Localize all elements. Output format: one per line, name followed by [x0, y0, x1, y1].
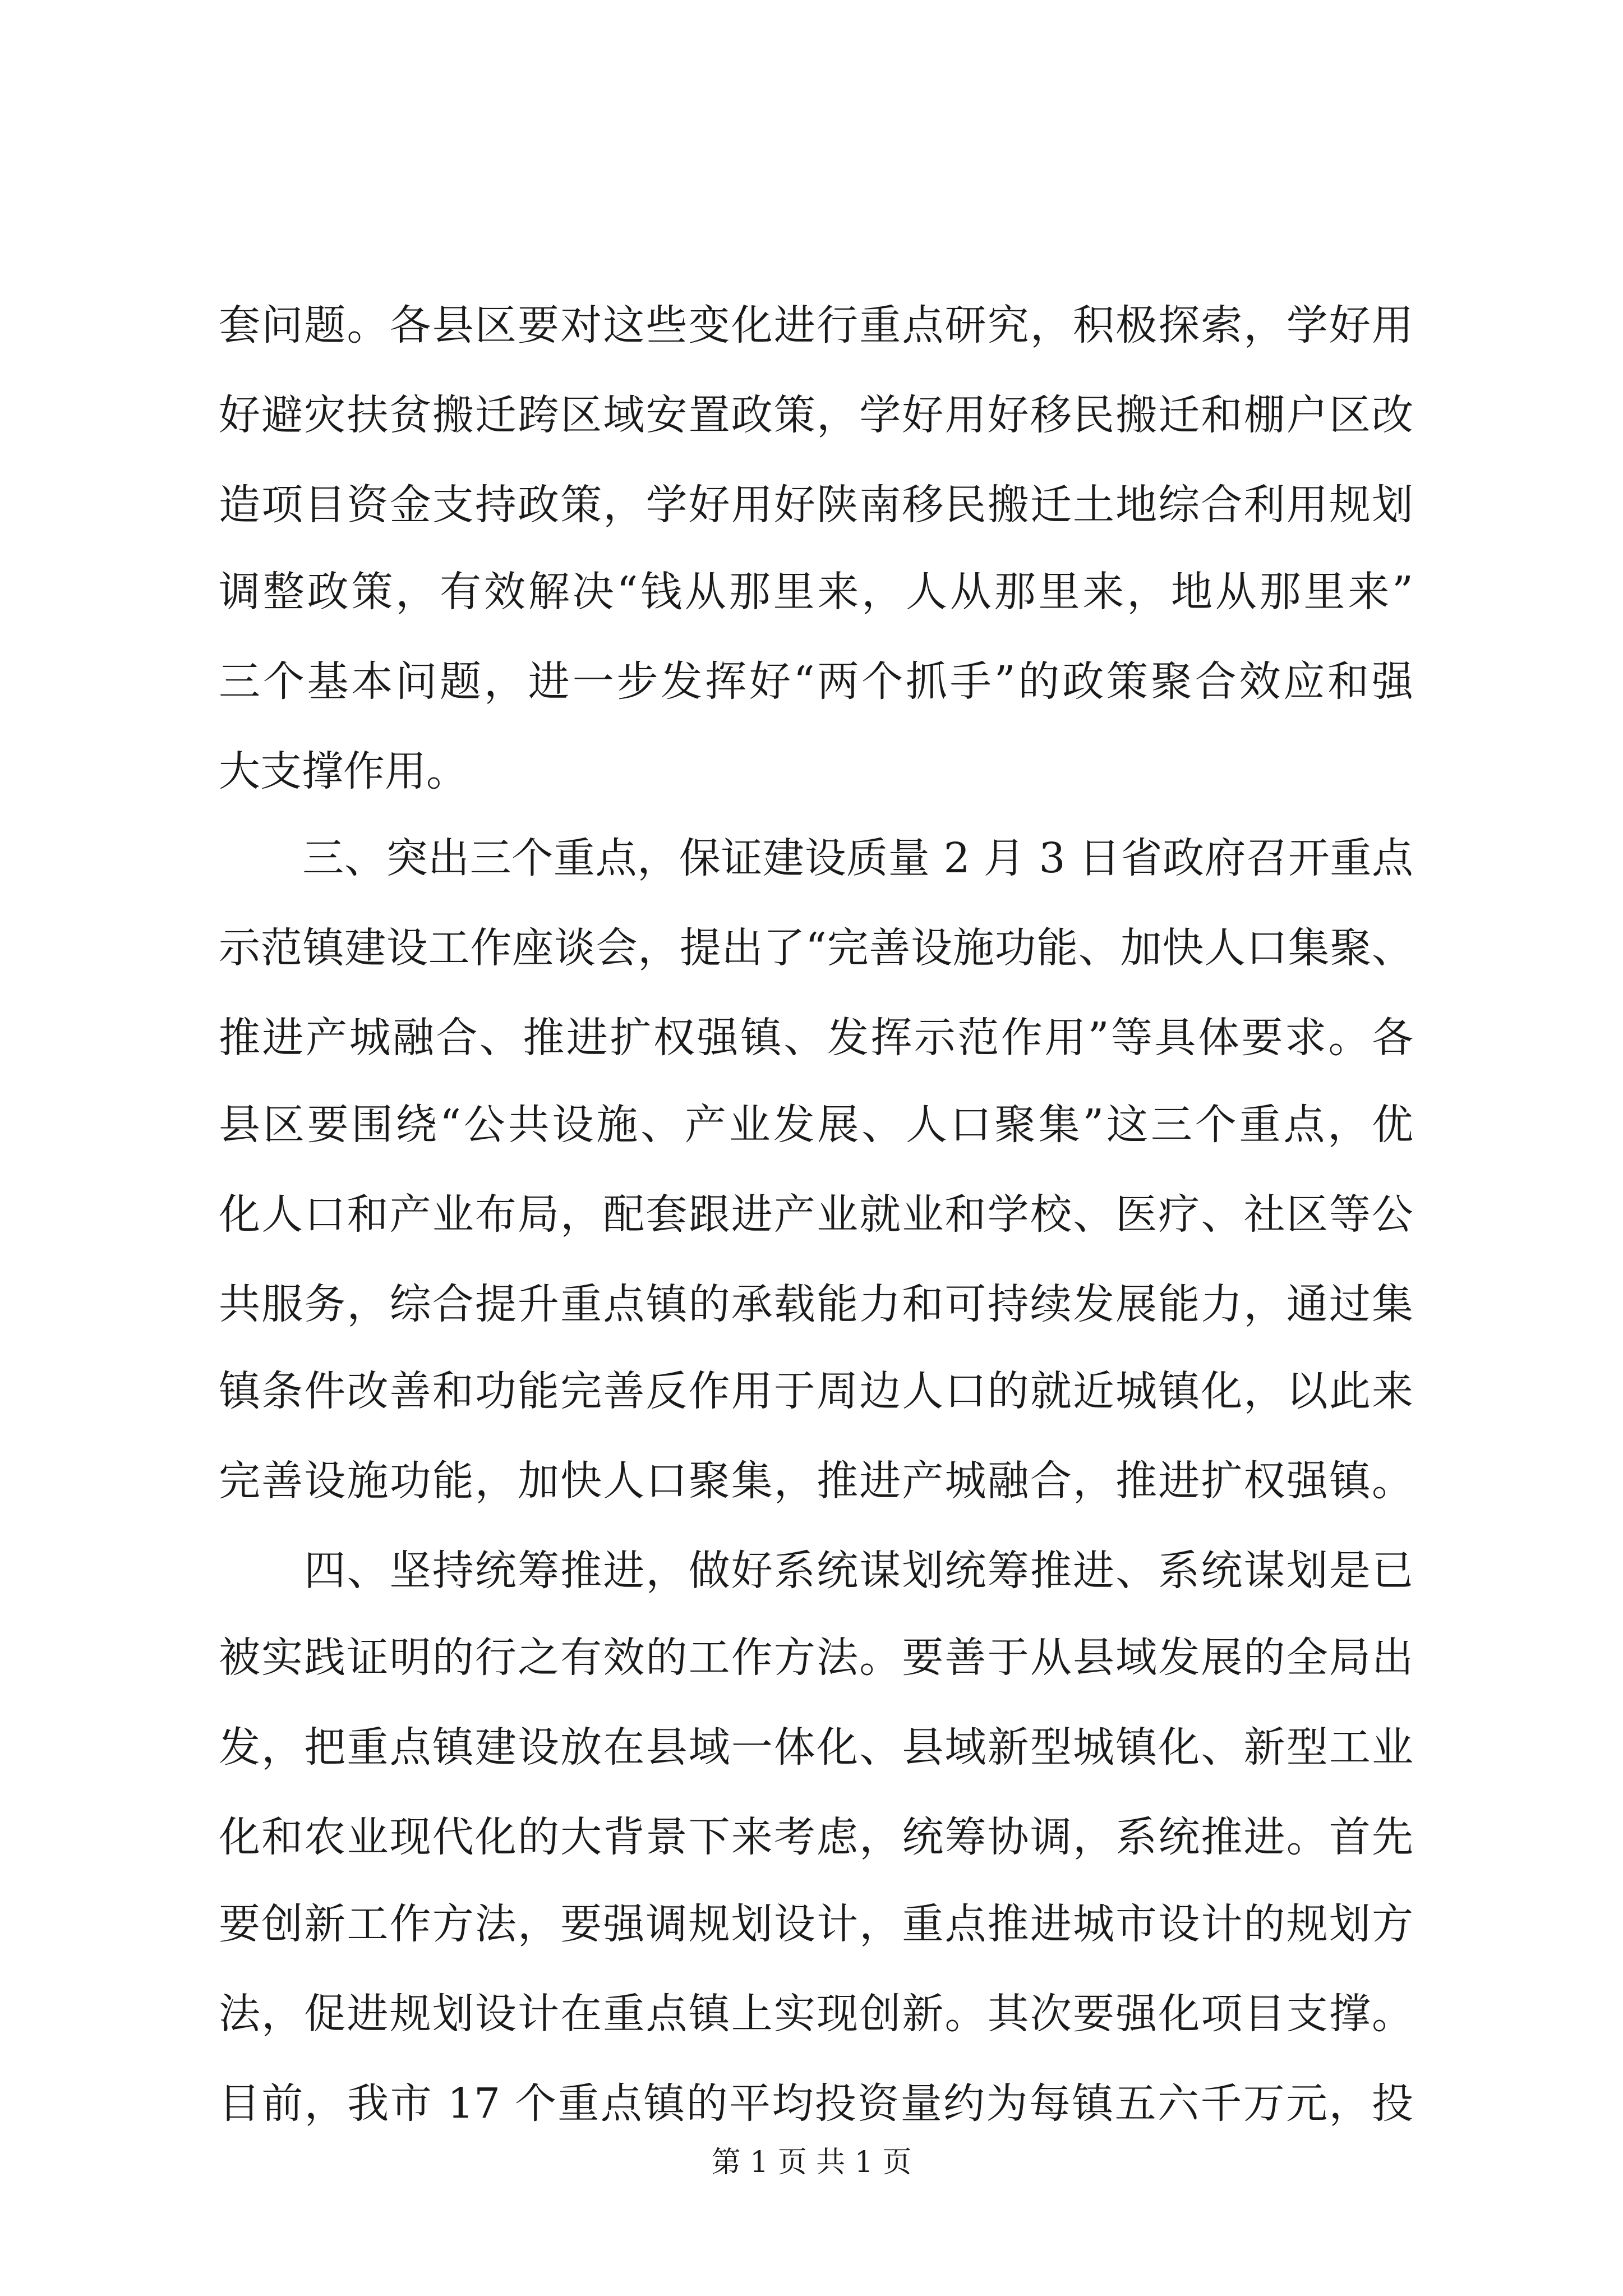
text-line: 示范镇建设工作座谈会，提出了“完善设施功能、加快人口集聚、 [219, 924, 1413, 972]
text-line: 被实践证明的行之有效的工作方法。要善于从县域发展的全局出 [219, 1634, 1413, 1682]
text-line: 造项目资金支持政策，学好用好陕南移民搬迁土地综合利用规划 [219, 481, 1413, 529]
text-line: 四、坚持统筹推进，做好系统谋划统筹推进、系统谋划是已 [219, 1547, 1413, 1595]
text-line: 套问题。各县区要对这些变化进行重点研究，积极探索，学好用 [219, 301, 1413, 349]
text-line: 调整政策，有效解决“钱从那里来，人从那里来，地从那里来” [219, 568, 1413, 616]
text-line: 推进产城融合、推进扩权强镇、发挥示范作用”等具体要求。各 [219, 1014, 1413, 1062]
text-line: 三个基本问题，进一步发挥好“两个抓手”的政策聚合效应和强 [219, 657, 1413, 706]
text-line: 要创新工作方法，要强调规划设计，重点推进城市设计的规划方 [219, 1900, 1413, 1948]
text-line: 三、突出三个重点，保证建设质量 2 月 3 日省政府召开重点 [219, 834, 1413, 882]
text-line: 大支撑作用。 [219, 747, 468, 795]
text-line: 共服务，综合提升重点镇的承载能力和可持续发展能力，通过集 [219, 1280, 1413, 1328]
text-line: 化和农业现代化的大背景下来考虑，统筹协调，系统推进。首先 [219, 1813, 1413, 1861]
text-line: 完善设施功能，加快人口聚集，推进产城融合，推进扩权强镇。 [219, 1457, 1413, 1505]
text-line: 好避灾扶贫搬迁跨区域安置政策，学好用好移民搬迁和棚户区改 [219, 391, 1413, 439]
text-line: 发，把重点镇建设放在县域一体化、县域新型城镇化、新型工业 [219, 1723, 1413, 1772]
page-number-footer: 第 1 页 共 1 页 [711, 2146, 912, 2179]
text-line: 化人口和产业布局，配套跟进产业就业和学校、医疗、社区等公 [219, 1190, 1413, 1239]
text-line: 县区要围绕“公共设施、产业发展、人口聚集”这三个重点，优 [219, 1101, 1413, 1149]
text-line: 法，促进规划设计在重点镇上实现创新。其次要强化项目支撑。 [219, 1990, 1413, 2038]
text-line: 镇条件改善和功能完善反作用于周边人口的就近城镇化，以此来 [219, 1367, 1413, 1415]
text-line: 目前，我市 17 个重点镇的平均投资量约为每镇五六千万元，投 [219, 2079, 1413, 2128]
